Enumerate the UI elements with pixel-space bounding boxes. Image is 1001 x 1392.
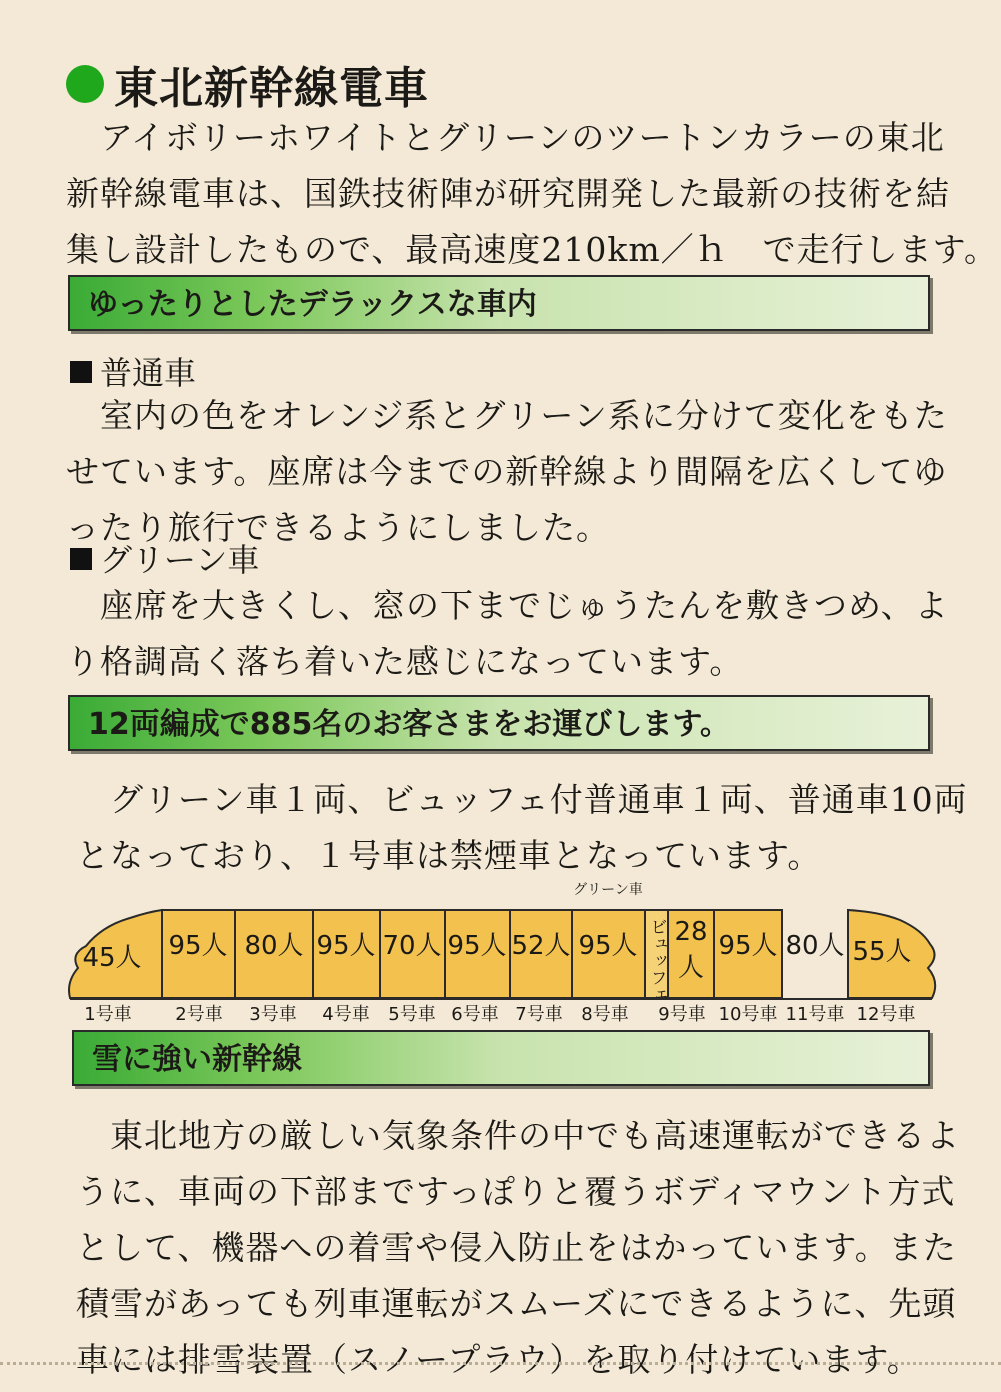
intro-line: アイボリーホワイトとグリーンのツートンカラーの東北 — [66, 118, 945, 157]
futsu-line: 室内の色をオレンジ系とグリーン系に分けて変化をもた — [66, 396, 948, 435]
intro-line: 新幹線電車は、国鉄技術陣が研究開発した最新の技術を結 — [66, 174, 950, 213]
section-heading-formation: 12両編成で885名のお客さまをお運びします。 — [68, 695, 930, 751]
car-number-label: 1号車 — [84, 1004, 132, 1025]
subheading-green — [70, 540, 259, 580]
car-number-label: 6号車 — [451, 1004, 499, 1025]
snow-line: として、機器への着雪や侵入防止をはかっています。また — [76, 1228, 957, 1267]
train-svg — [0, 870, 1001, 1030]
snow-line: 東北地方の厳しい気象条件の中でも高速運転ができるよ — [76, 1116, 960, 1155]
seat-count-label: 52人 — [511, 931, 571, 961]
section-heading-snow: 雪に強い新幹線 — [72, 1030, 930, 1086]
seat-count-label: 95人 — [316, 931, 376, 961]
seat-count-label-unit: 人 — [677, 953, 705, 983]
seat-count-label: 80人 — [785, 931, 845, 961]
snow-line: うに、車両の下部まですっぽりと覆うボディマウント方式 — [76, 1172, 956, 1211]
seat-count-label: 55人 — [852, 937, 912, 967]
seat-count-label: 45人 — [82, 943, 142, 973]
car-number-label: 12号車 — [856, 1004, 916, 1025]
subheading-futsu-label: 普通車 — [100, 354, 197, 392]
seat-count-label: 95人 — [578, 931, 638, 961]
car-number-label: 4号車 — [322, 1004, 370, 1025]
seat-count-label: 70人 — [382, 931, 442, 961]
title-row — [66, 52, 429, 116]
formation-line: グリーン車１両、ビュッフェ付普通車１両、普通車10両 — [76, 780, 968, 819]
car-number-label: 11号車 — [785, 1004, 845, 1025]
car-number-label: 7号車 — [515, 1004, 563, 1025]
subheading-futsu — [70, 353, 196, 393]
formation-line: となっており、１号車は禁煙車となっています。 — [76, 836, 822, 875]
snow-paragraph — [76, 1108, 960, 1388]
futsu-paragraph — [66, 388, 948, 556]
seat-count-label: 95人 — [447, 931, 507, 961]
black-square-icon — [70, 548, 92, 570]
bottom-dotted-rule — [0, 1362, 1001, 1365]
snow-line: 車には排雪装置（スノープラウ）を取り付けています。 — [76, 1340, 921, 1379]
car-number-label: 2号車 — [175, 1004, 223, 1025]
futsu-line: せています。座席は今までの新幹線より間隔を広くしてゆ — [66, 452, 948, 491]
seat-count-label: 95人 — [718, 931, 778, 961]
subheading-green-label: グリーン車 — [100, 541, 260, 579]
car-number-label: 5号車 — [388, 1004, 436, 1025]
snow-line: 積雪があっても列車運転がスムーズにできるように、先頭 — [76, 1284, 957, 1323]
intro-line: 集し設計したもので、最高速度210km／ｈ で走行します。 — [66, 230, 998, 269]
car-number-label: 10号車 — [718, 1004, 778, 1025]
section-heading-interior: ゆったりとしたデラックスな車内 — [68, 275, 930, 331]
seat-count-label: 95人 — [168, 931, 228, 961]
page-title: 東北新幹線電車 — [114, 63, 429, 114]
formation-paragraph — [76, 772, 968, 884]
car-number-label: 8号車 — [581, 1004, 629, 1025]
buffet-label: ビュッフェ — [646, 918, 667, 1003]
futsu-line: ったり旅行できるようにしました。 — [66, 508, 610, 547]
green-car-label: グリーン車 — [573, 882, 643, 898]
green-bullet-icon — [66, 65, 104, 103]
car-number-label: 3号車 — [249, 1004, 297, 1025]
green-paragraph — [66, 578, 949, 690]
intro-paragraph — [66, 110, 998, 278]
green-line: り格調高く落ち着いた感じになっています。 — [66, 642, 744, 681]
black-square-icon — [70, 361, 92, 383]
train-diagram — [0, 870, 1001, 1030]
car-number-label: 9号車 — [658, 1004, 706, 1025]
green-line: 座席を大きくし、窓の下までじゅうたんを敷きつめ、よ — [66, 586, 949, 625]
seat-count-label: 28 — [674, 917, 708, 947]
seat-count-label: 80人 — [244, 931, 304, 961]
